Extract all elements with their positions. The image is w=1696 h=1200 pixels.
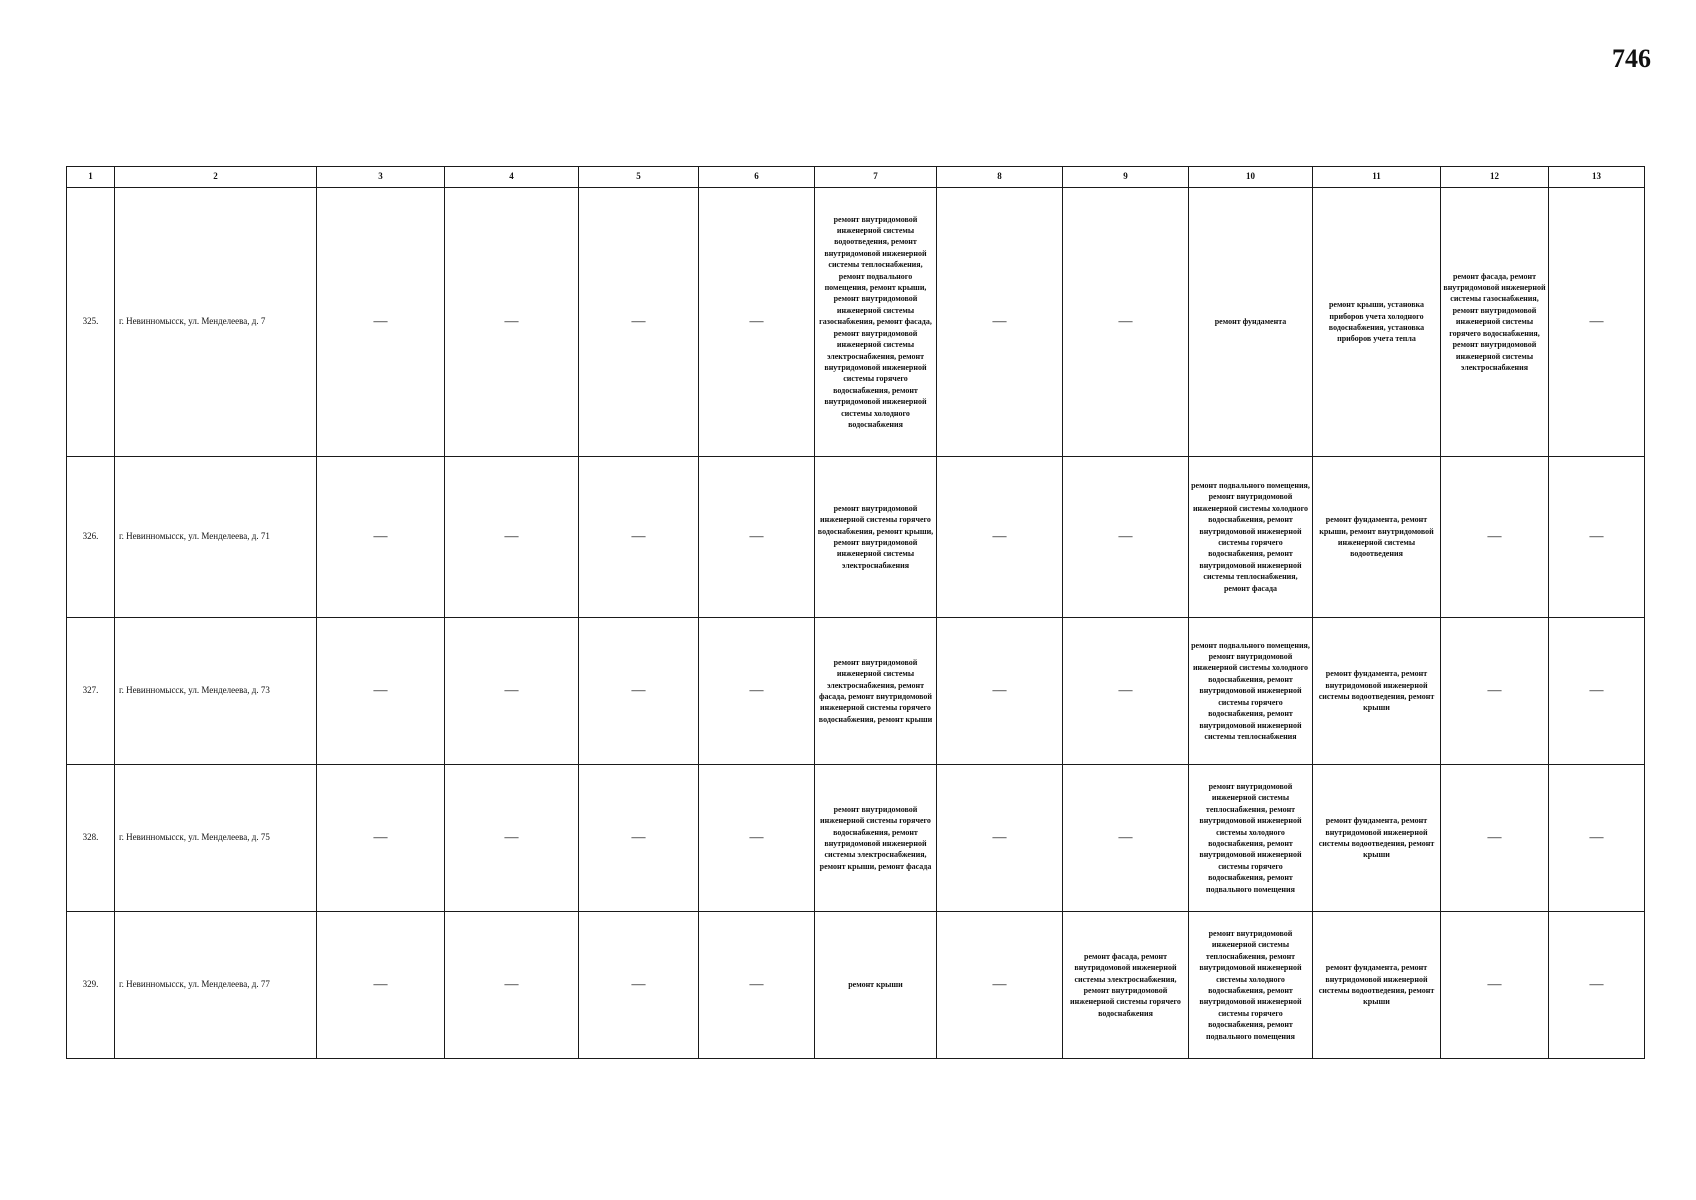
dash-cell: — xyxy=(1441,457,1549,618)
dash-cell: — xyxy=(937,457,1063,618)
dash-cell: — xyxy=(1549,188,1645,457)
table-row xyxy=(67,765,1645,912)
header-row xyxy=(67,167,1645,188)
work-cell: ремонт внутридомовой инженерной системы электроснабжения, ремонт фасада, ремонт внутридомовой инженерной системы горячего водоснабжения, ремонт крыши xyxy=(815,618,937,765)
column-header: 3 xyxy=(317,167,445,188)
column-header: 8 xyxy=(937,167,1063,188)
work-cell: ремонт фундамента xyxy=(1189,188,1313,457)
work-cell: ремонт внутридомовой инженерной системы теплоснабжения, ремонт внутридомовой инженерной системы холодного водоснабжения, ремонт внутридомовой инженерной системы горячего водоснабжения, ремонт подвального помещения xyxy=(1189,912,1313,1059)
dash-cell: — xyxy=(317,912,445,1059)
dash-cell: — xyxy=(1441,618,1549,765)
work-cell: ремонт крыши xyxy=(815,912,937,1059)
column-header: 10 xyxy=(1189,167,1313,188)
address-cell: г. Невинномысск, ул. Менделеева, д. 75 xyxy=(115,765,317,912)
dash-cell: — xyxy=(699,618,815,765)
dash-cell: — xyxy=(1549,912,1645,1059)
dash-cell: — xyxy=(699,188,815,457)
address-cell: г. Невинномысск, ул. Менделеева, д. 71 xyxy=(115,457,317,618)
row-number: 326. xyxy=(67,457,115,618)
work-cell: ремонт внутридомовой инженерной системы горячего водоснабжения, ремонт внутридомовой инженерной системы электроснабжения, ремонт крыши, ремонт фасада xyxy=(815,765,937,912)
work-cell: ремонт фундамента, ремонт внутридомовой инженерной системы водоотведения, ремонт крыши xyxy=(1313,765,1441,912)
dash-cell: — xyxy=(445,765,579,912)
work-cell: ремонт фундамента, ремонт внутридомовой инженерной системы водоотведения, ремонт крыши xyxy=(1313,912,1441,1059)
dash-cell: — xyxy=(1441,765,1549,912)
dash-cell: — xyxy=(937,618,1063,765)
table-row xyxy=(67,188,1645,457)
table-row xyxy=(67,912,1645,1059)
dash-cell: — xyxy=(937,188,1063,457)
work-cell: ремонт внутридомовой инженерной системы горячего водоснабжения, ремонт крыши, ремонт внутридомовой инженерной системы электроснабжения xyxy=(815,457,937,618)
dash-cell: — xyxy=(579,457,699,618)
dash-cell: — xyxy=(699,912,815,1059)
row-number: 329. xyxy=(67,912,115,1059)
dash-cell: — xyxy=(579,765,699,912)
column-header: 7 xyxy=(815,167,937,188)
page-number: 746 xyxy=(1612,44,1651,73)
dash-cell: — xyxy=(1063,765,1189,912)
address-cell: г. Невинномысск, ул. Менделеева, д. 73 xyxy=(115,618,317,765)
dash-cell: — xyxy=(445,188,579,457)
dash-cell: — xyxy=(445,912,579,1059)
table-row xyxy=(67,457,1645,618)
row-number: 325. xyxy=(67,188,115,457)
work-cell: ремонт крыши, установка приборов учета холодного водоснабжения, установка приборов учета тепла xyxy=(1313,188,1441,457)
work-cell: ремонт внутридомовой инженерной системы водоотведения, ремонт внутридомовой инженерной системы теплоснабжения, ремонт подвального помещения, ремонт крыши, ремонт внутридомовой инженерной системы газоснабжения, ремонт фасада, ремонт внутридомовой инженерной системы электроснабжения, ремонт внутридомовой инженерной системы горячего водоснабжения, ремонт внутридомовой инженерной системы холодного водоснабжения xyxy=(815,188,937,457)
address-cell: г. Невинномысск, ул. Менделеева, д. 77 xyxy=(115,912,317,1059)
work-cell: ремонт фундамента, ремонт крыши, ремонт внутридомовой инженерной системы водоотведения xyxy=(1313,457,1441,618)
dash-cell: — xyxy=(579,618,699,765)
work-cell: ремонт фасада, ремонт внутридомовой инженерной системы газоснабжения, ремонт внутридомовой инженерной системы горячего водоснабжения, ремонт внутридомовой инженерной системы электроснабжения xyxy=(1441,188,1549,457)
dash-cell: — xyxy=(1441,912,1549,1059)
dash-cell: — xyxy=(317,765,445,912)
dash-cell: — xyxy=(699,765,815,912)
dash-cell: — xyxy=(1549,765,1645,912)
work-cell: ремонт подвального помещения, ремонт внутридомовой инженерной системы холодного водоснабжения, ремонт внутридомовой инженерной системы горячего водоснабжения, ремонт внутридомовой инженерной системы теплоснабжения, ремонт фасада xyxy=(1189,457,1313,618)
dash-cell: — xyxy=(699,457,815,618)
work-cell: ремонт внутридомовой инженерной системы теплоснабжения, ремонт внутридомовой инженерной системы холодного водоснабжения, ремонт внутридомовой инженерной системы горячего водоснабжения, ремонт подвального помещения xyxy=(1189,765,1313,912)
dash-cell: — xyxy=(1063,188,1189,457)
dash-cell: — xyxy=(937,912,1063,1059)
row-number: 328. xyxy=(67,765,115,912)
row-number: 327. xyxy=(67,618,115,765)
dash-cell: — xyxy=(1549,457,1645,618)
dash-cell: — xyxy=(937,765,1063,912)
column-header: 1 xyxy=(67,167,115,188)
column-header: 12 xyxy=(1441,167,1549,188)
dash-cell: — xyxy=(445,457,579,618)
work-cell: ремонт подвального помещения, ремонт внутридомовой инженерной системы холодного водоснабжения, ремонт внутридомовой инженерной системы горячего водоснабжения, ремонт внутридомовой инженерной системы теплоснабжения xyxy=(1189,618,1313,765)
dash-cell: — xyxy=(579,188,699,457)
column-header: 11 xyxy=(1313,167,1441,188)
dash-cell: — xyxy=(579,912,699,1059)
dash-cell: — xyxy=(317,188,445,457)
column-header: 6 xyxy=(699,167,815,188)
dash-cell: — xyxy=(317,618,445,765)
address-cell: г. Невинномысск, ул. Менделеева, д. 7 xyxy=(115,188,317,457)
dash-cell: — xyxy=(1063,457,1189,618)
column-header: 4 xyxy=(445,167,579,188)
dash-cell: — xyxy=(1063,618,1189,765)
dash-cell: — xyxy=(317,457,445,618)
column-header: 13 xyxy=(1549,167,1645,188)
work-cell: ремонт фасада, ремонт внутридомовой инженерной системы электроснабжения, ремонт внутридомовой инженерной системы горячего водоснабжения xyxy=(1063,912,1189,1059)
dash-cell: — xyxy=(1549,618,1645,765)
repair-schedule-table xyxy=(66,166,1645,1059)
column-header: 5 xyxy=(579,167,699,188)
table-row xyxy=(67,618,1645,765)
dash-cell: — xyxy=(445,618,579,765)
column-header: 9 xyxy=(1063,167,1189,188)
column-header: 2 xyxy=(115,167,317,188)
work-cell: ремонт фундамента, ремонт внутридомовой инженерной системы водоотведения, ремонт крыши xyxy=(1313,618,1441,765)
